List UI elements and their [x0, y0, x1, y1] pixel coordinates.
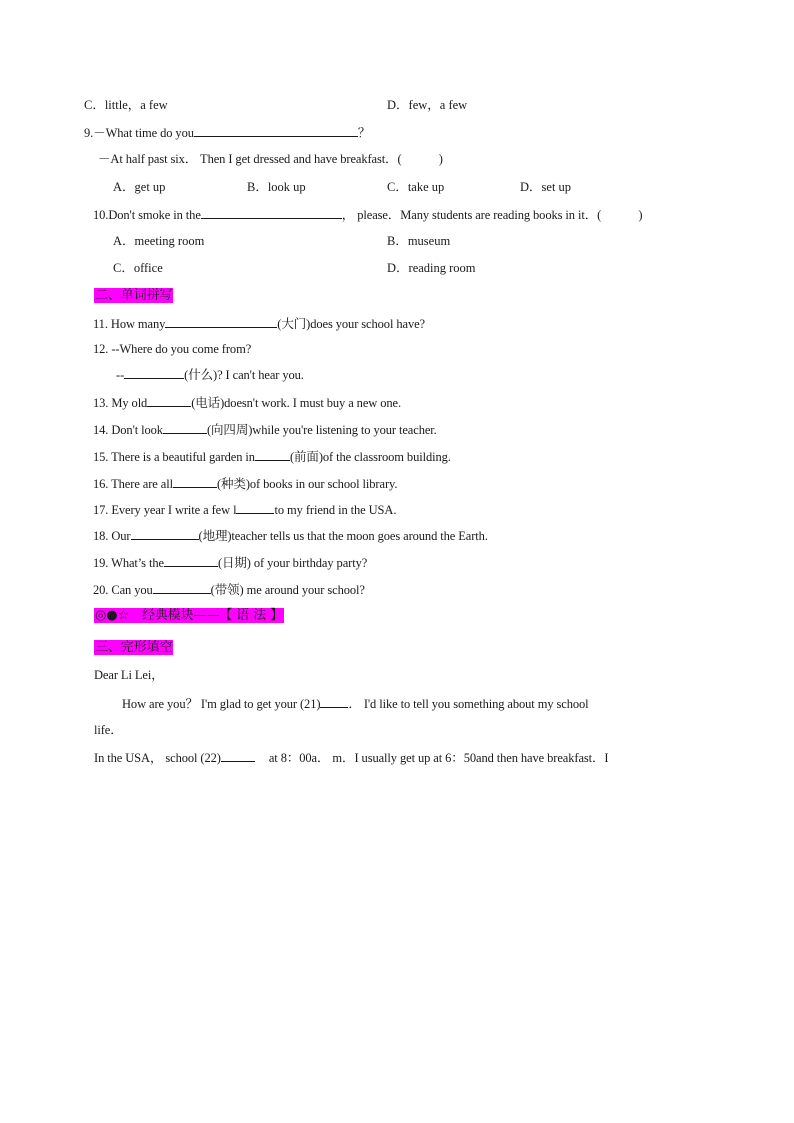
spelling-item: [93, 475, 397, 492]
q9-blank[interactable]: [194, 124, 358, 137]
spelling-item: [93, 501, 396, 518]
q10-option-a: A．meeting room: [113, 234, 205, 248]
spelling-blank[interactable]: [165, 315, 277, 328]
cloze-blank-22[interactable]: [221, 749, 255, 762]
q9-stem-text: 9.－What time do you: [84, 126, 194, 140]
spelling-item-hint: (前面)of the classroom building.: [289, 450, 451, 464]
spelling-item: [116, 366, 304, 383]
spelling-item-text: 12. --Where do you come from?: [93, 342, 252, 356]
cloze-text: In the USA， school (22): [94, 751, 221, 765]
cloze-text: ． I'd like to tell you something about my school: [348, 697, 589, 711]
cloze-text: How are you？ I'm glad to get your (21): [122, 697, 321, 711]
spelling-item: [93, 554, 367, 571]
q8-option-c: C．little，a few: [84, 98, 168, 112]
spelling-blank[interactable]: [236, 501, 274, 514]
cloze-text: at 8：00a． m．I usually get up at 6：50and then have breakfast．I: [268, 751, 609, 765]
spelling-item-hint: (向四周)while you're listening to your teacher.: [206, 423, 437, 437]
spelling-item-text: 14. Don't look: [93, 423, 163, 437]
q10-option-b: B．museum: [387, 234, 451, 248]
spelling-item: [93, 448, 451, 465]
spelling-item: [93, 394, 401, 411]
q9-stem: [84, 124, 370, 141]
module-heading-text: ◎●☆ 经典模块——【 语 法 】: [95, 608, 284, 623]
spelling-item-text: --: [116, 368, 125, 382]
spelling-item-hint: to my friend in the USA.: [274, 503, 397, 517]
spelling-item-hint: (带领) me around your school?: [210, 583, 365, 597]
cloze-paragraph-line: [122, 695, 589, 712]
spelling-item: [93, 341, 251, 357]
spelling-item: [93, 581, 365, 598]
spelling-blank[interactable]: [124, 366, 184, 379]
spelling-blank[interactable]: [153, 581, 211, 594]
q10-option-c: C．office: [113, 261, 163, 275]
module-heading: [94, 607, 284, 625]
spelling-blank[interactable]: [255, 448, 290, 461]
spelling-item-hint: (电话)doesn't work. I must buy a new one.: [191, 396, 401, 410]
spelling-item-hint: (什么)? I can't hear you.: [184, 368, 304, 382]
spelling-item-hint: (种类)of books in our school library.: [216, 477, 398, 491]
section-heading-spelling: [94, 287, 173, 305]
spelling-item-text: 15. There is a beautiful garden in: [93, 450, 255, 464]
q10-stem: [93, 206, 642, 223]
spelling-item: [93, 527, 488, 544]
section-heading-text: 三、完形填空: [95, 640, 173, 655]
spelling-item-text: 13. My old: [93, 396, 148, 410]
q10-blank[interactable]: [201, 206, 342, 219]
q10-stem-end: ， please．Many students are reading books in it．( ): [341, 208, 643, 222]
section-heading-text: 二、单词拼写: [95, 288, 173, 303]
spelling-item-text: 20. Can you: [93, 583, 153, 597]
cloze-blank-21[interactable]: [320, 695, 348, 708]
spelling-blank[interactable]: [163, 421, 207, 434]
cloze-paragraph-line: [94, 749, 609, 766]
q9-option-a: A．get up: [113, 180, 166, 194]
cloze-paragraph-line: life．: [94, 723, 123, 737]
spelling-item-text: 19. What’s the: [93, 556, 164, 570]
q9-option-d: D．set up: [520, 180, 572, 194]
q9-answer-line: －At half past six． Then I get dressed and have breakfast．( ): [98, 152, 443, 166]
q9-option-c: C．take up: [387, 180, 445, 194]
spelling-item-text: 18. Our: [93, 529, 131, 543]
cloze-greeting: Dear Li Lei，: [94, 668, 164, 682]
spelling-item-text: 11. How many: [93, 317, 166, 331]
spelling-item-text: 17. Every year I write a few l: [93, 503, 237, 517]
q9-stem-end: ？: [357, 126, 371, 140]
spelling-blank[interactable]: [147, 394, 191, 407]
spelling-item-hint: (地理)teacher tells us that the moon goes around the Earth.: [198, 529, 488, 543]
q10-option-d: D．reading room: [387, 261, 476, 275]
spelling-item-hint: (大门)does your school have?: [277, 317, 426, 331]
spelling-item: [93, 421, 437, 438]
q10-stem-text: 10.Don't smoke in the: [93, 208, 201, 222]
q9-option-b: B．look up: [247, 180, 306, 194]
section-heading-cloze: [94, 639, 173, 657]
spelling-blank[interactable]: [173, 475, 217, 488]
spelling-blank[interactable]: [164, 554, 218, 567]
spelling-item: [93, 315, 425, 332]
spelling-item-hint: (日期) of your birthday party?: [217, 556, 368, 570]
spelling-item-text: 16. There are all: [93, 477, 173, 491]
q8-option-d: D．few，a few: [387, 98, 468, 112]
spelling-blank[interactable]: [131, 527, 199, 540]
